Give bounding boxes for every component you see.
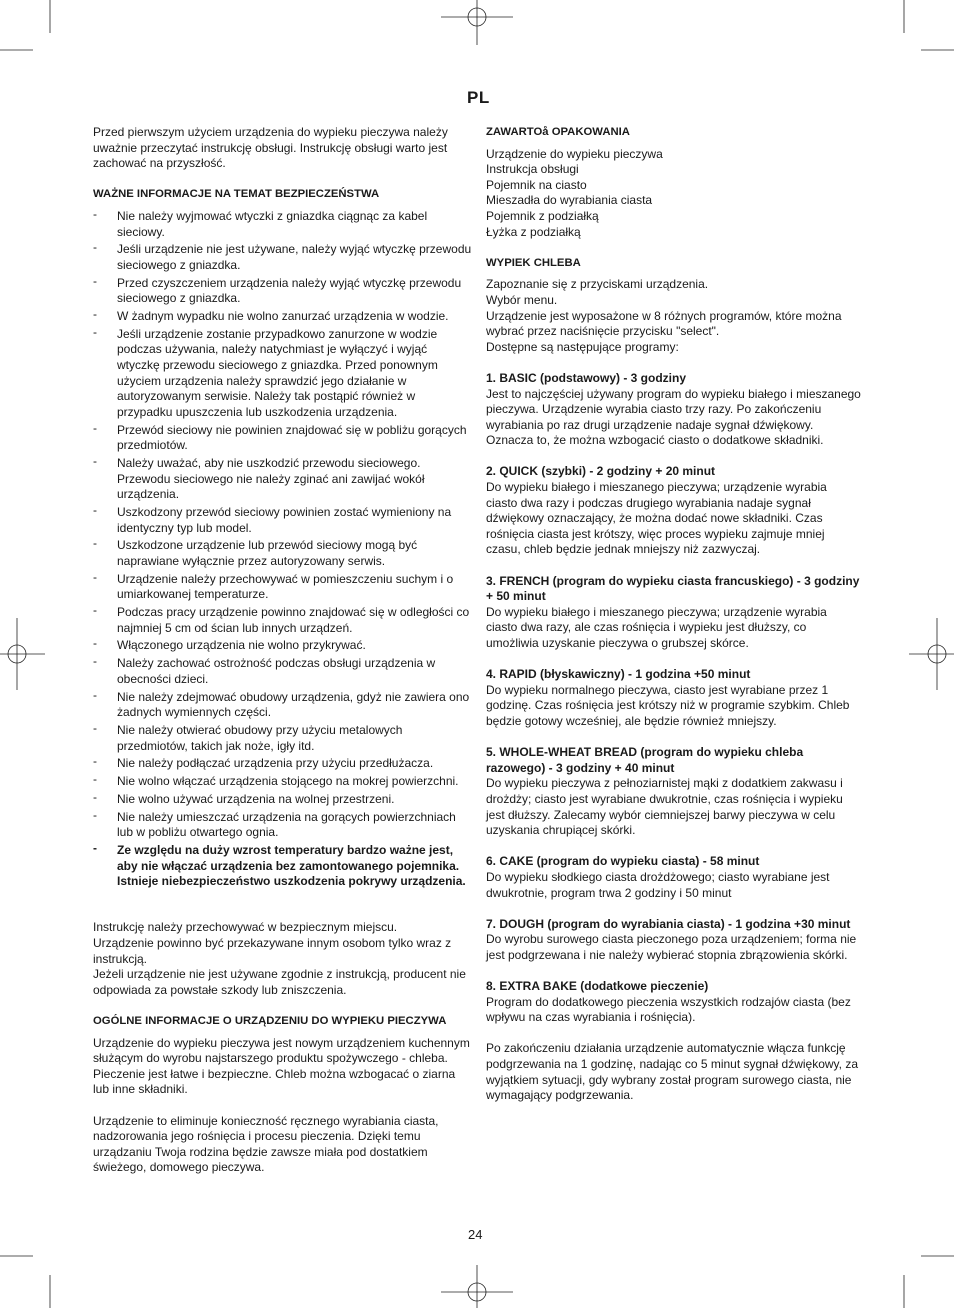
program-title: 6. CAKE (program do wypieku ciasta) - 58 minut bbox=[486, 854, 760, 869]
baking-line-1: Zapoznanie się z przyciskami urządzenia. bbox=[486, 277, 709, 292]
list-item: Mieszadła do wyrabiania ciasta bbox=[486, 193, 653, 208]
list-item: Pojemnik na ciasto bbox=[486, 177, 587, 192]
list-item: - Nie należy wyjmować wtyczki z gniazdka ciągnąc za kabel sieciowy. bbox=[93, 209, 473, 240]
list-item: - Nie wolno używać urządzenia na wolnej przestrzeni. bbox=[93, 792, 473, 808]
list-item: - Nie należy otwierać obudowy przy użyciu metalowych przedmiotów, takich jak noże, igły itd. bbox=[93, 723, 473, 754]
list-item: - Włączonego urządzenia nie wolno przykrywać. bbox=[93, 638, 473, 654]
intro-paragraph: Przed pierwszym użyciem urządzenia do wypieku pieczywa należy uważnie przeczytać instrukcję obsługi. Instrukcję obsługi warto jest zachować na przyszłość. bbox=[93, 125, 448, 171]
storage-line-1: Instrukcję należy przechowywać w bezpiecznym miejscu. bbox=[93, 920, 398, 935]
list-item: Łyżka z podziałką bbox=[486, 224, 581, 239]
list-item: - Nie należy zdejmować obudowy urządzenia, gdyż nie zawiera ono żadnych wymiennych części. bbox=[93, 690, 473, 721]
list-item: - Należy uważać, aby nie uszkodzić przewodu sieciowego. Przewodu sieciowego nie należy zginać ani zawijać wokół urządzenia. bbox=[93, 456, 473, 503]
program-text: Do wypieku białego i mieszanego pieczywa; urządzenie wyrabia ciasto dwa razy, ale czas rośnięcia i wypieku jest dłuższy, co umożliwia uzyskanie pieczywa o grubszej skórce. bbox=[486, 604, 827, 650]
closing-paragraph: Po zakończeniu działania urządzenie automatycznie włącza funkcję podgrzewania na 1 godzinę, nadając co 5 minut sygnał dźwiękowy, za wyjątkiem sytuacji, gdy wybrany został program surowego ciasta, nie wymagający podgrzewania. bbox=[486, 1041, 858, 1103]
program-basic bbox=[486, 371, 861, 449]
list-item: - Jeśli urządzenie zostanie przypadkowo zanurzone w wodzie podczas używania, należy natychmiast je wyłączyć i wyjąć wtyczkę przewodu sieciowego z gniazdka. Przed ponownym użyciem urządzenia należy sprawdzić jego działanie w autoryzowanym serwisie. Należy tak postąpić również w przypadku upuszczenia lub uszkodzenia urządzenia. bbox=[93, 327, 473, 421]
list-item: Pojemnik z podziałką bbox=[486, 208, 599, 223]
list-item: - Podczas pracy urządzenie powinno znajdować się w odległości co najmniej 5 cm od ścian lub innych urządzeń. bbox=[93, 605, 473, 636]
safety-heading: WAŻNE INFORMACJE NA TEMAT BEZPIECZEŃSTWA bbox=[93, 188, 380, 201]
list-item: - Przed czyszczeniem urządzenia należy wyjąć wtyczkę przewodu sieciowego z gniazdka. bbox=[93, 276, 473, 307]
program-title: 2. QUICK (szybki) - 2 godziny + 20 minut bbox=[486, 464, 716, 479]
program-title: 7. DOUGH (program do wyrabiania ciasta) - 1 godzina +30 minut bbox=[486, 916, 851, 931]
program-text: Do wypieku pieczywa z pełnoziarnistej mąki z dodatkiem zakwasu i drożdży; ciasto jest wyrabiane dwukrotnie, czas rośnięcia i wypieku jest dłuższy. Zalecamy wybór ciemniejszej barwy pieczywa w celu uzyskania chrupiącej skórki. bbox=[486, 776, 843, 838]
contents-heading: ZAWARTOå OPAKOWANIA bbox=[486, 126, 630, 138]
program-text: Program do dodatkowego pieczenia wszystkich rodzajów ciasta (bez wpływu na czas wyrabiania i rośnięcia). bbox=[486, 994, 851, 1025]
storage-line-2: Urządzenie powinno być przekazywane innym osobom tylko wraz z instrukcją. bbox=[93, 936, 452, 966]
program-text: Jest to najczęściej używany program do wypieku białego i mieszanego pieczywa. Urządzenie wyrabia ciasto trzy razy. Po zakończeniu wyrabiania po raz drugi urządzenie nadaje sygnał dźwiękowy. Oznacza to, że można wzbogacić ciasto o dodatkowe składniki. bbox=[486, 386, 861, 448]
program-title: 4. RAPID (błyskawiczny) - 1 godzina +50 minut bbox=[486, 667, 751, 682]
list-item: - Nie należy umieszczać urządzenia na gorących powierzchniach lub w pobliżu otwartego ognia. bbox=[93, 810, 473, 841]
program-text: Do wypieku normalnego pieczywa, ciasto jest wyrabiane przez 1 godzinę. Czas rośnięcia jest krótszy niż w programie szybkim. Chleb będzie gotowy wcześniej, ale będzie również mniejszy. bbox=[486, 682, 850, 728]
safety-warning: - Ze względu na duży wzrost temperatury bardzo ważne jest, aby nie włączać urządzenia bez zamontowanego pojemnika. Istnieje niebezpieczeństwo uszkodzenia pokrywy urządzenia. bbox=[93, 843, 473, 890]
list-item: - Uszkodzone urządzenie lub przewód sieciowy mogą być naprawiane wyłącznie przez autoryzowany serwis. bbox=[93, 538, 473, 569]
list-item: Urządzenie do wypieku pieczywa bbox=[486, 146, 663, 161]
program-title: 5. WHOLE-WHEAT BREAD (program do wypieku chleba razowego) - 3 godziny + 40 minut bbox=[486, 745, 804, 775]
program-title: 3. FRENCH (program do wypieku ciasta francuskiego) - 3 godziny + 50 minut bbox=[486, 573, 860, 604]
program-dough bbox=[486, 917, 861, 964]
list-item: - Urządzenie należy przechowywać w pomieszczeniu suchym i o umiarkowanej temperaturze. bbox=[93, 572, 473, 603]
right-column bbox=[486, 125, 861, 1119]
program-title: 8. EXTRA BAKE (dodatkowe pieczenie) bbox=[486, 979, 709, 994]
page-number: 24 bbox=[468, 1227, 483, 1242]
list-item: - Uszkodzony przewód sieciowy powinien zostać wymieniony na identyczny typ lub model. bbox=[93, 505, 473, 536]
baking-line-4: Dostępne są następujące programy: bbox=[486, 339, 679, 354]
list-item: - Nie wolno włączać urządzenia stojącego na mokrej powierzchni. bbox=[93, 774, 473, 790]
list-item: - Przewód sieciowy nie powinien znajdować się w pobliżu gorących przedmiotów. bbox=[93, 423, 473, 454]
baking-line-2: Wybór menu. bbox=[486, 292, 558, 307]
program-whole-wheat bbox=[486, 745, 861, 839]
list-item: - Nie należy podłączać urządzenia przy użyciu przedłużacza. bbox=[93, 756, 473, 772]
program-quick bbox=[486, 464, 861, 558]
safety-list bbox=[93, 209, 473, 890]
program-title: 1. BASIC (podstawowy) - 3 godziny bbox=[486, 370, 687, 385]
program-extra-bake bbox=[486, 979, 861, 1026]
list-item: - Należy zachować ostrożność podczas obsługi urządzenia w obecności dzieci. bbox=[93, 656, 473, 687]
general-paragraph-2: Urządzenie to eliminuje konieczność ręcznego wyrabiania ciasta, nadzorowania jego rośnięcia i procesu pieczenia. Dzięki temu urządzaniu Twoja rodzina będzie zawsze miała pod dostatkiem świeżego, domowego pieczywa. bbox=[93, 1113, 439, 1175]
contents-list bbox=[486, 147, 861, 241]
general-paragraph-1: Urządzenie do wypieku pieczywa jest nowym urządzeniem kuchennym służącym do wyrobu najstarszego produktu spożywczego - chleba. Pieczenie jest łatwe i bezpieczne. Chleb można wzbogacać o ziarna lub inne składniki. bbox=[93, 1035, 470, 1097]
baking-line-3: Urządzenie jest wyposażone w 8 różnych programów, które można wybrać przez naciśnięcie przycisku "select". bbox=[486, 308, 842, 339]
program-rapid bbox=[486, 667, 861, 729]
list-item: - Jeśli urządzenie nie jest używane, należy wyjąć wtyczkę przewodu sieciowego z gniazdka. bbox=[93, 242, 473, 273]
program-french bbox=[486, 574, 861, 652]
program-text: Do wypieku białego i mieszanego pieczywa; urządzenie wyrabia ciasto dwa razy i podczas drugiego wyrabiania nadaje sygnał dźwiękowy oznaczający, że można dodać nowe składniki. Czas rośnięcia ciasta jest krótszy, więc proces wypieku zajmuje mniej czasu, chleb będzie jednak mniejszy niż zazwyczaj. bbox=[486, 480, 827, 557]
program-text: Do wypieku słodkiego ciasta drożdżowego; ciasto wyrabiane jest dwukrotnie, program trwa 2 godziny i 50 minut bbox=[486, 869, 830, 900]
left-column bbox=[93, 125, 473, 1192]
list-item: - W żadnym wypadku nie wolno zanurzać urządzenia w wodzie. bbox=[93, 309, 473, 325]
baking-heading: WYPIEK CHLEBA bbox=[486, 256, 581, 269]
list-item: Instrukcja obsługi bbox=[486, 162, 579, 177]
program-text: Do wyrobu surowego ciasta pieczonego poza urządzeniem; forma nie jest podgrzewana i nie należy wybierać stopnia zbrązowienia skórki. bbox=[486, 932, 857, 962]
storage-line-3: Jeżeli urządzenie nie jest używane zgodnie z instrukcją, producent nie odpowiada za powstałe szkody lub zniszczenia. bbox=[93, 967, 466, 997]
general-heading: OGÓLNE INFORMACJE O URZĄDZENIU DO WYPIEKU PIECZYWA bbox=[93, 1015, 447, 1028]
language-label: PL bbox=[467, 88, 490, 107]
program-cake bbox=[486, 854, 861, 901]
